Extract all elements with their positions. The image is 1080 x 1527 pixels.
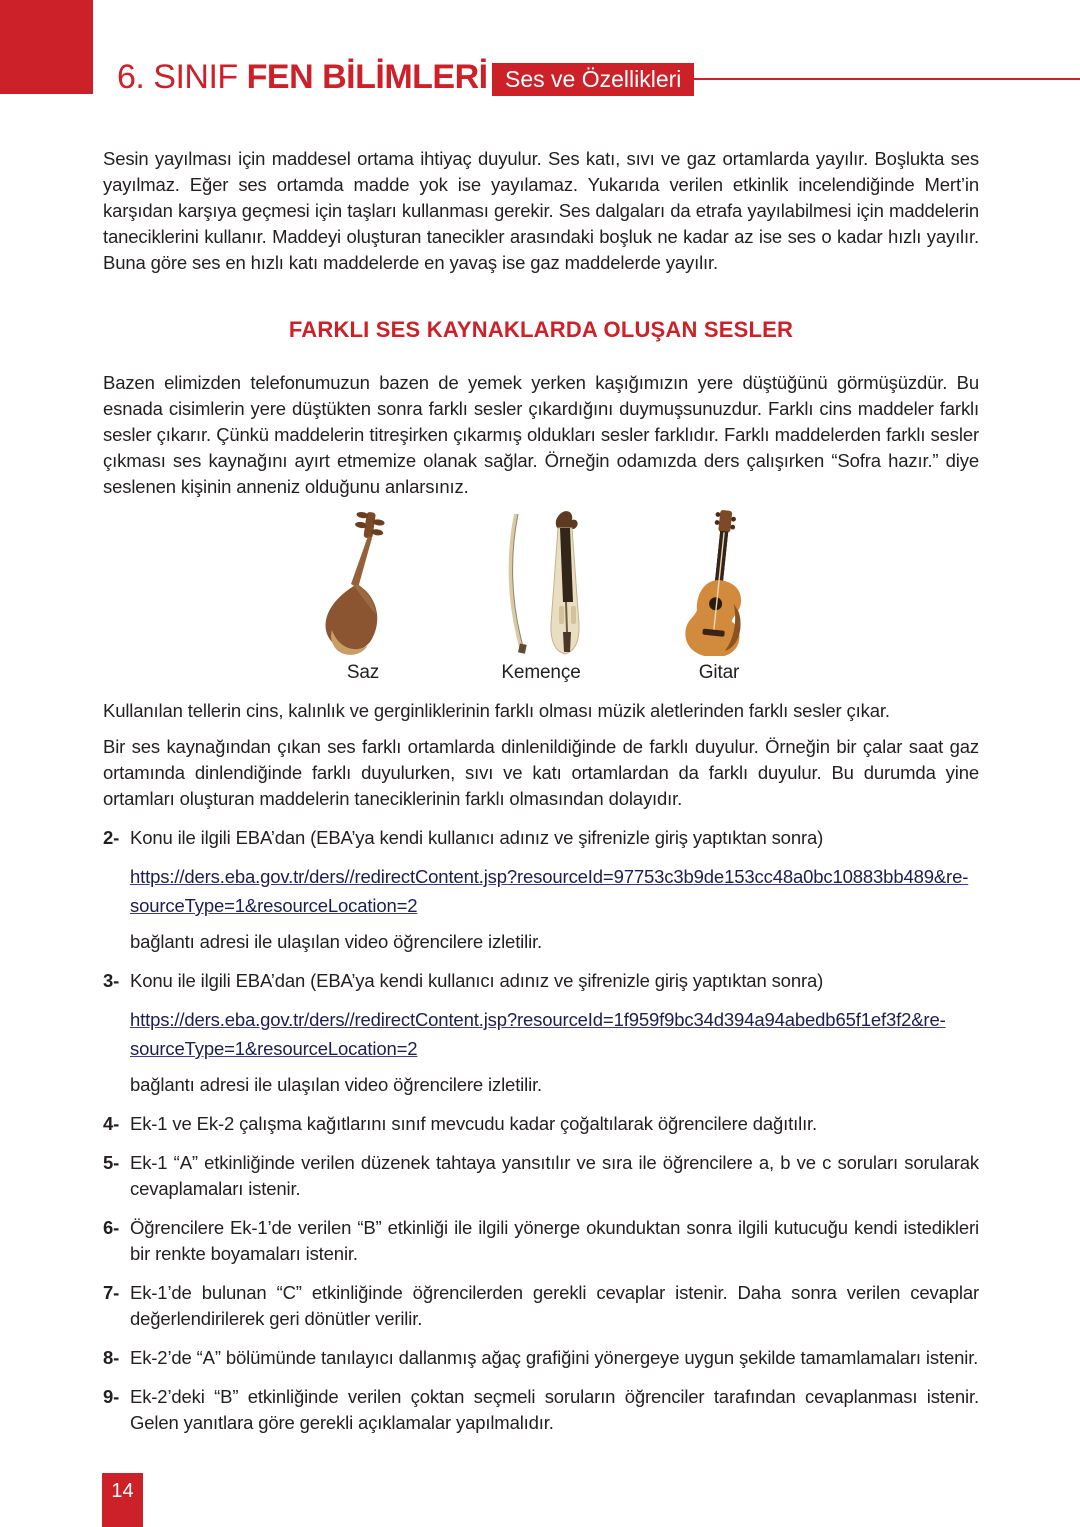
strings-paragraph: Kullanılan tellerin cins, kalınlık ve gerginliklerinin farklı olması müzik aletlerinden farklı sesler çıkar. [103,700,890,721]
step-number: 6- [103,1217,120,1238]
step-item-3 [103,968,979,994]
step-number: 4- [103,1113,120,1134]
eba-link-1 [130,862,979,920]
eba-link-2-anchor[interactable] [130,1005,979,1063]
eba-link-2-line2: sourceType=1&resourceLocation=2 [130,1038,418,1059]
step-text: Konu ile ilgili EBA’dan (EBA’ya kendi kullanıcı adınız ve şifrenizle giriş yaptıktan sonra) [130,970,824,991]
step-text: Ek-1 ve Ek-2 çalışma kağıtlarını sınıf mevcudu kadar çoğaltılarak öğrencilere dağıtılır. [130,1113,818,1134]
eba-link-1-anchor[interactable] [130,862,979,920]
course-name: FEN BİLİMLERİ [246,58,488,96]
step-item-2 [103,825,979,851]
gitar-image [664,506,774,656]
step-number: 3- [103,970,120,991]
eba-link-2 [130,1005,979,1063]
corner-accent-block [0,0,93,94]
step-number: 9- [103,1386,120,1407]
step-text: Ek-2’de “A” bölümünde tanılayıcı dallanmış ağaç grafiğini yönergeye uygun şekilde tamamlamaları istenir. [130,1347,979,1368]
step-item-5 [103,1150,979,1202]
page-header-title [117,58,488,96]
step-text: Ek-1’de bulunan “C” etkinliğinde öğrencilerden gerekli cevaplar istenir. Daha sonra verilen cevaplar değerlendirilerek geri dönütler verilir. [130,1282,979,1329]
saz-image [308,506,418,656]
page-content [103,146,979,1436]
figure-label-gitar: Gitar [698,662,740,683]
grade-prefix: 6. SINIF [117,58,238,96]
step-item-9 [103,1384,979,1436]
figure-gitar [644,506,794,686]
topic-badge: Ses ve Özellikleri [492,63,694,96]
figure-label-kemence: Kemençe [501,662,581,683]
section-paragraph: Bazen elimizden telefonumuzun bazen de yemek yerken kaşığımızın yere düştüğünü görmüşüzdür. Bu esnada cisimlerin yere düştükten sonra farklı sesler çıkardığını duymuşsunuzdur. Farklı cins maddeler farklı sesler çıkarır. Çünkü maddelerin titreşirken çıkarmış oldukları sesler farklıdır. Farklı maddelerden farklı sesler çıkması ses kaynağını ayırt etmemize olanak sağlar. Örneğin odamızda ders çalışırken “Sofra hazır.” diye seslenen kişinin anneniz olduğunu anlarsınız. [103,372,979,497]
instruments-row [103,506,979,686]
step-text: Konu ile ilgili EBA’dan (EBA’ya kendi kullanıcı adınız ve şifrenizle giriş yaptıktan sonra) [130,827,824,848]
step-3-after: bağlantı adresi ile ulaşılan video öğrencilere izletilir. [130,1074,543,1095]
figure-kemence [466,506,616,686]
intro-paragraph: Sesin yayılması için maddesel ortama ihtiyaç duyulur. Ses katı, sıvı ve gaz ortamlarda yayılır. Boşlukta ses yayılmaz. Eğer ses ortamda madde yok ise yayılamaz. Yukarıda verilen etkinlik incelendiğinde Mert’in karşıdan karşıya geçmesi için taşları kullanması gerekir. Ses dalgaları da etrafa yayılabilmesi için maddelerin taneciklerini kullanır. Maddeyi oluşturan tanecikler arasındaki boşluk ne kadar az ise ses o kadar hızlı yayılır. Buna göre ses en hızlı katı maddelerde en yavaş ise gaz maddelerde yayılır. [103,148,979,273]
step-text: Ek-1 “A” etkinliğinde verilen düzenek tahtaya yansıtılır ve sıra ile öğrencilere a, b ve c soruları sorularak cevaplamaları istenir. [130,1152,979,1199]
step-item-8 [103,1345,979,1371]
step-2-after: bağlantı adresi ile ulaşılan video öğrencilere izletilir. [130,931,543,952]
step-number: 2- [103,827,120,848]
step-text: Ek-2’deki “B” etkinliğinde verilen çoktan seçmeli soruların öğrenciler tarafından cevaplanması istenir. Gelen yanıtlara göre gerekli açıklamalar yapılmalıdır. [130,1386,979,1433]
step-number: 5- [103,1152,120,1173]
figure-saz [288,506,438,686]
step-number: 7- [103,1282,120,1303]
section-title: FARKLI SES KAYNAKLARDA OLUŞAN SESLER [288,317,794,342]
figure-label-saz: Saz [346,662,380,683]
step-item-7 [103,1280,979,1332]
step-text: Öğrencilere Ek-1’de verilen “B” etkinliği ile ilgili yönerge okunduktan sonra ilgili kutucuğu kendi istedikleri bir renkte boyamaları istenir. [130,1217,979,1264]
eba-link-1-line2: sourceType=1&resourceLocation=2 [130,895,418,916]
medium-paragraph: Bir ses kaynağından çıkan ses farklı ortamlarda dinlenildiğinde de farklı duyulur. Örneğin bir çalar saat gaz ortamında dinlendiğinde farklı duyulurken, sıvı ve katı ortamlardan da farklı duyulur. Bu durumda yine ortamları oluşturan maddelerin taneciklerinin farklı olmasından dolayıdır. [103,736,979,809]
eba-link-2-line1: https://ders.eba.gov.tr/ders//redirectContent.jsp?resourceId=1f959f9bc34d394a94abedb65f1ef3f2&re- [130,1009,946,1030]
step-item-4 [103,1111,979,1137]
step-number: 8- [103,1347,120,1368]
eba-link-1-line1: https://ders.eba.gov.tr/ders//redirectContent.jsp?resourceId=97753c3b9de153cc48a0bc10883bb489&re- [130,866,969,887]
header-rule [689,78,1080,80]
step-item-6 [103,1215,979,1267]
page-number-badge: 14 [102,1473,143,1527]
kemence-image [476,506,606,656]
